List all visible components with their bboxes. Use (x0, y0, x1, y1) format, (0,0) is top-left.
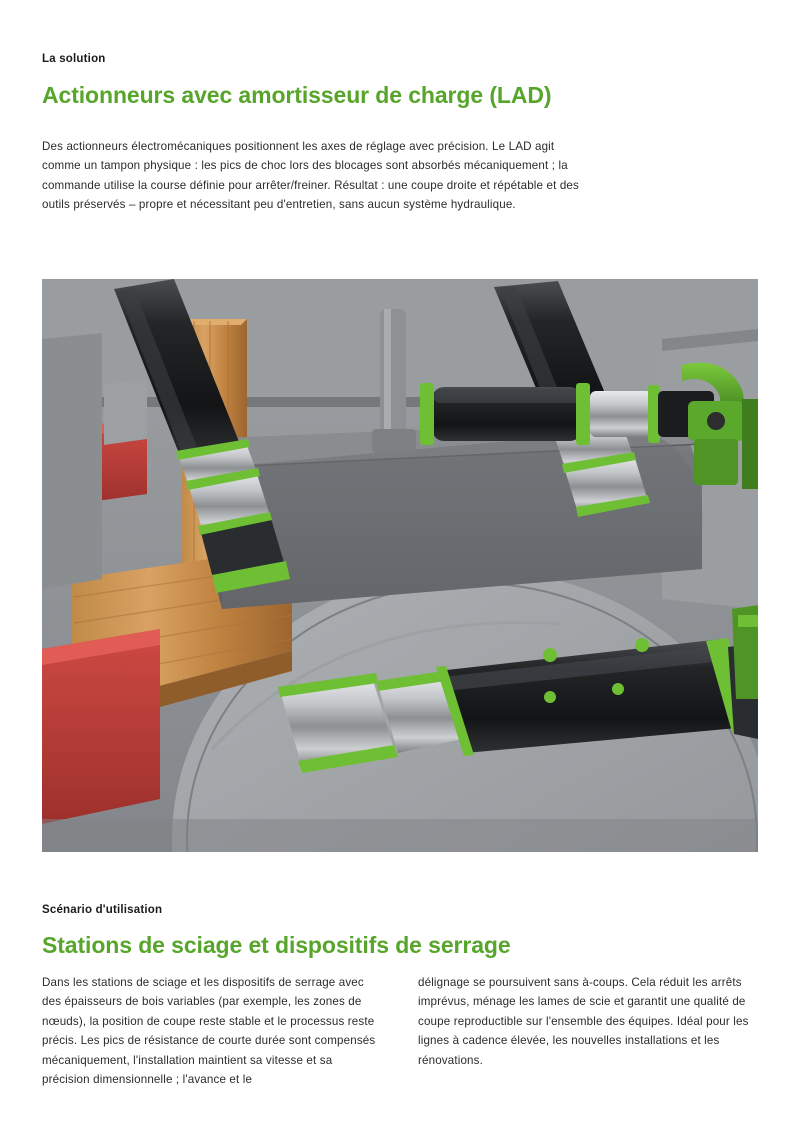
section-2-eyebrow: Scénario d'utilisation (42, 904, 163, 916)
joint-rail (742, 399, 758, 489)
center-post-highlight (384, 309, 391, 444)
bracket-tab (738, 615, 758, 627)
joint-base (694, 439, 738, 485)
section-2-column-right-text: délignage se poursuivent sans à-coups. Cela réduit les arrêts imprévus, ménage les lames de scie et garantit une qualité de coupe reproductible sur l'ensemble des équipes. Idéal pour les lignes à cadence élevée, les nouvelles installations et les rénovations. (418, 976, 749, 1067)
lower-right-bracket (732, 605, 758, 699)
section-2-column-left (42, 973, 382, 1089)
actuator-horizontal-upper (420, 383, 714, 445)
center-post (380, 309, 406, 444)
section-1-body (42, 137, 582, 215)
actuator-hu-highlight (434, 391, 580, 403)
section-1-eyebrow: La solution (42, 53, 106, 65)
section-1-body-text: Des actionneurs électromécaniques positionnent les axes de réglage avec précision. Le LAD agit comme un tampon physique : les pics de choc lors des blocages sont absorbés mécaniquement ; la commande utilise la course définie pour arrêter/freiner. Résultat : une coupe droite et répétable et des outils préservés – propre et nécessitant peu d'entretien, sans aucun système hydraulique. (42, 140, 579, 212)
actuator-hu-green-flange (576, 383, 590, 445)
illustration-svg (42, 279, 758, 852)
table-pin-1 (543, 648, 557, 662)
left-frame (42, 333, 102, 589)
product-illustration (42, 279, 758, 852)
actuator-lw-port-2 (612, 683, 624, 695)
section-1-headline: Actionneurs avec amortisseur de charge (LAD) (42, 82, 552, 108)
joint-bolt (707, 412, 725, 430)
actuator-hu-green-flange-left (420, 383, 434, 445)
actuator-lw-port (544, 691, 556, 703)
page-content (42, 0, 758, 1132)
section-2-column-left-text: Dans les stations de sciage et les dispositifs de serrage avec des épaisseurs de bois variables (par exemple, les zones de nœuds), la position de coupe reste stable et le processus reste précis. Les pics de résistance de courte durée sont compensés mécaniquement, l'installation maintient sa vitesse et sa précision dimensionnelle ; l'avance et le (42, 976, 376, 1087)
actuator-hu-chrome (590, 391, 652, 437)
section-2-headline: Stations de sciage et dispositifs de serrage (42, 932, 511, 958)
figure-bottom-shade (42, 819, 758, 852)
table-pin-2 (635, 638, 649, 652)
section-2-column-right (418, 973, 758, 1089)
section-2-columns (42, 973, 758, 1089)
center-post-collar (372, 429, 416, 453)
left-frame-bracket (104, 379, 147, 445)
